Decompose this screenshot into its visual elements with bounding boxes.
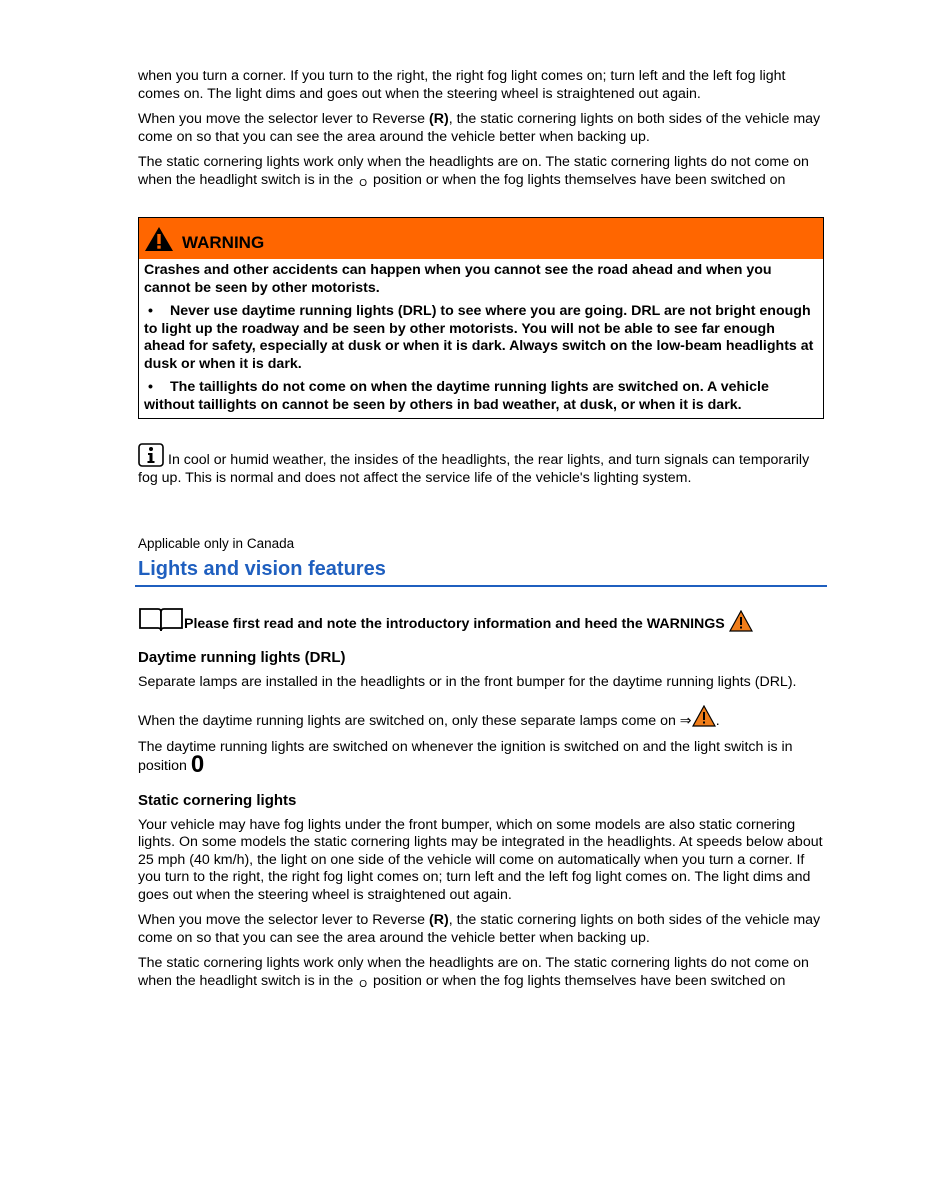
off-position-symbol: O	[359, 177, 368, 189]
paragraph-drl-only	[138, 705, 828, 731]
warning-intro: Crashes and other accidents can happen when you cannot see the road ahead and when you cannot be seen by other motorists.	[144, 262, 772, 296]
paragraph-drl-lamps: Separate lamps are installed in the headlights or in the front bumper for the daytime running lights (DRL).	[138, 673, 797, 690]
text: position or when the fog lights themselves have been switched on	[369, 972, 786, 989]
paragraph-turn-corner: when you turn a corner. If you turn to the right, the right fog light comes on; turn left and the left fog light comes on. The light dims and goes out when the steering wheel is straightened out again.	[138, 68, 786, 102]
applicability-note: Applicable only in Canada	[138, 536, 295, 551]
reverse-symbol: (R)	[428, 912, 449, 928]
text: position or when the fog lights themselves have been switched on	[369, 171, 786, 188]
warning-header	[139, 218, 823, 259]
heading-cornering: Static cornering lights	[138, 791, 297, 809]
warning-box	[138, 217, 824, 419]
paragraph-headlights-only	[138, 955, 828, 993]
text: In cool or humid weather, the insides of the headlights, the rear lights, and turn signals can temporarily fog up. This is normal and does not affect the service life of the vehicle's lighting system.	[138, 452, 810, 486]
paragraph-fog-lights: Your vehicle may have fog lights under the front bumper, which on some models are also static cornering lights. On some models the static cornering lights may be integrated in the headlights. At speeds below about 25 mph (40 km/h), the light on one side of the vehicle will come on automatically when you turn a corner. If you turn to the right, the right fog light comes on; turn left and the left fog light comes on. The light dims and goes out when the steering wheel is straightened out again.	[138, 816, 823, 903]
paragraph-reverse	[138, 111, 828, 146]
bullet-marker: •	[148, 379, 153, 395]
info-icon	[138, 443, 164, 467]
warning-triangle-icon[interactable]	[692, 705, 716, 727]
warning-body	[139, 259, 823, 418]
section-title: Lights and vision features	[135, 558, 827, 587]
text: The static cornering lights work only when the headlights are on. The static cornering lights do not come on when the headlight switch is in the	[138, 955, 809, 989]
text: The static cornering lights work only when the headlights are on. The static cornering lights do not come on when the headlight switch is in the	[138, 154, 809, 188]
warning-label: WARNING	[182, 232, 265, 252]
warning-bullet	[144, 379, 817, 414]
manual-page	[138, 68, 828, 993]
text: , the static cornering lights on both sides of the vehicle may come on so that you can see the area around the vehicle better when backing up.	[138, 912, 821, 946]
position-zero-symbol: 0	[190, 751, 205, 778]
paragraph-drl-ignition	[138, 739, 828, 776]
text: When the daytime running lights are switched on, only these separate lamps come on ⇒	[138, 713, 692, 729]
info-note	[138, 443, 828, 487]
bullet-marker: •	[148, 303, 153, 319]
text: The daytime running lights are switched on whenever the ignition is switched on and the light switch is in position	[138, 738, 793, 774]
read-first-notice	[138, 605, 828, 633]
reverse-symbol: (R)	[428, 111, 449, 127]
heading-drl: Daytime running lights (DRL)	[138, 648, 346, 666]
text: Please first read and note the introductory information and heed the WARNINGS	[184, 615, 725, 632]
text: When you move the selector lever to Reverse	[138, 111, 429, 127]
paragraph-reverse	[138, 912, 828, 947]
open-book-icon	[138, 605, 184, 633]
text: , the static cornering lights on both sides of the vehicle may come on so that you can see the area around the vehicle better when backing up.	[138, 111, 821, 145]
warning-triangle-icon	[144, 226, 174, 252]
off-position-symbol: O	[359, 978, 368, 990]
warning-triangle-icon[interactable]	[729, 610, 753, 632]
text: .	[715, 713, 720, 729]
paragraph-headlights-only	[138, 154, 828, 192]
text: Never use daytime running lights (DRL) to see where you are going. DRL are not bright enough to light up the roadway and be seen by other motorists. You will not be able to see far enough ahead for safety, especially at dusk or when it is dark. Always switch on the low-beam headlights at dusk or when it is dark.	[144, 303, 814, 372]
text: When you move the selector lever to Reverse	[138, 912, 429, 928]
warning-bullet	[144, 303, 817, 373]
text: The taillights do not come on when the daytime running lights are switched on. A vehicle without taillights on cannot be seen by others in bad weather, at dusk, or when it is dark.	[144, 379, 769, 413]
